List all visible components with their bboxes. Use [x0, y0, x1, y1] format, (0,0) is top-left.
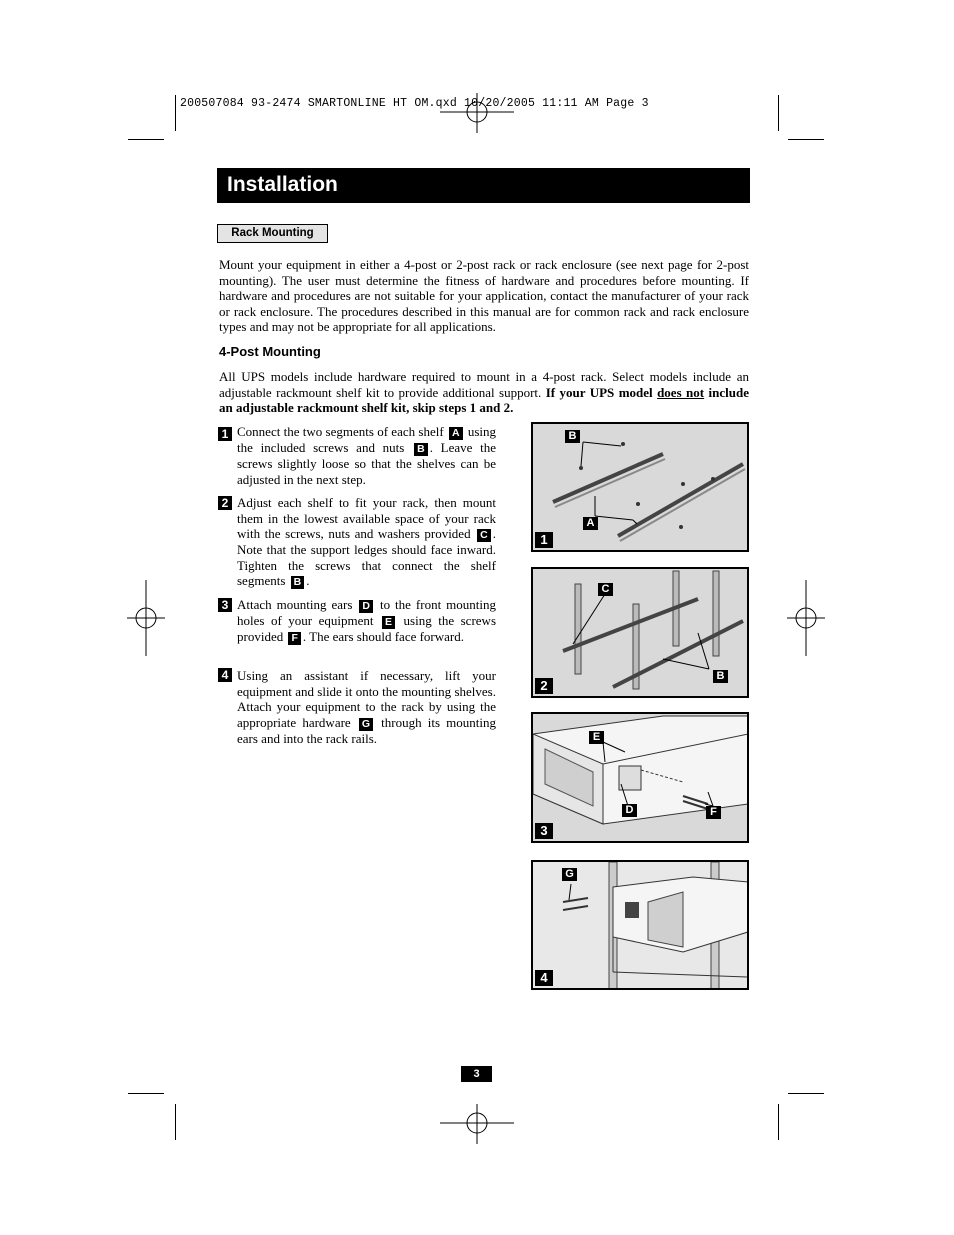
section-tab: Rack Mounting: [217, 224, 328, 243]
registration-mark-bottom: [440, 1104, 514, 1144]
page-title: Installation: [227, 173, 338, 196]
callout-label: C: [477, 529, 491, 542]
post4-underline: does not: [657, 384, 705, 400]
figure-3-illustration: [533, 714, 749, 843]
callout-label: F: [288, 632, 300, 645]
intro-paragraph: Mount your equipment in either a 4-post or 2-post rack or rack enclosure (see next page for 2-post mounting). The user must determine the fitness of hardware and procedures before mounting. If hardware and procedures are not suitable for your application, contact the manufacturer of your rack or rack enclosure. The procedures described in this manual are for common rack and rack enclosure types and may not be appropriate for all applications.: [219, 257, 749, 335]
callout-label: B: [414, 443, 428, 456]
figure-label: E: [589, 731, 604, 744]
callout-label: E: [382, 616, 395, 629]
step-number: 4: [218, 668, 232, 682]
figure-number: 1: [535, 532, 553, 548]
figure-2: [531, 567, 749, 698]
crop-mark: [128, 139, 164, 140]
figure-number: 4: [535, 970, 553, 986]
callout-label: G: [359, 718, 373, 731]
figure-label: G: [562, 868, 577, 881]
figure-label: D: [622, 804, 637, 817]
page-number: 3: [461, 1066, 492, 1082]
post4-bold2: include an adjustable rackmount shelf kit, skip steps 1 and 2.: [219, 384, 749, 416]
crop-mark: [778, 95, 779, 131]
figure-4-illustration: [533, 862, 749, 990]
figure-label: F: [706, 806, 721, 819]
crop-mark: [788, 139, 824, 140]
figure-3: [531, 712, 749, 843]
callout-label: A: [449, 427, 463, 440]
crop-mark: [128, 1093, 164, 1094]
figure-label: B: [713, 670, 728, 683]
step-number: 1: [218, 427, 232, 441]
figure-1-illustration: [533, 424, 749, 552]
registration-mark-right: [787, 580, 825, 656]
figure-4: [531, 860, 749, 990]
crop-mark: [788, 1093, 824, 1094]
callout-label: D: [359, 600, 373, 613]
post4-paragraph: [219, 369, 749, 416]
step-4-text: Using an assistant if necessary, lift your equipment and slide it onto the mounting shelves. Attach your equipment to the rack by using the appropriate hardware G through its mounting ears and into the rack rails.: [237, 668, 496, 746]
post4-text: All UPS models include hardware required to mount in a 4-post rack. Select models include an adjustable rackmount shelf kit to provide additional support.: [219, 369, 749, 400]
subheading: 4-Post Mounting: [219, 344, 321, 359]
crop-mark: [778, 1104, 779, 1140]
figure-number: 2: [535, 678, 553, 694]
step-number: 2: [218, 496, 232, 510]
callout-label: B: [291, 576, 305, 589]
figure-number: 3: [535, 823, 553, 839]
registration-mark-left: [127, 580, 165, 656]
figure-label: B: [565, 430, 580, 443]
section-header: [217, 168, 750, 203]
print-slug: 200507084 93-2474 SMARTONLINE HT OM.qxd 10/20/2005 11:11 AM Page 3: [180, 97, 649, 110]
step-2-text: Adjust each shelf to fit your rack, then mount them in the lowest available space of your rack with the screws, nuts and washers provided C . Note that the support ledges should face inward. Tighten the screws that connect the shelf segments B .: [237, 495, 496, 588]
step-1-text: Connect the two segments of each shelf A using the included screws and nuts B . Leave the screws slightly loose so that the shelves can be adjusted in the next step.: [237, 424, 497, 487]
step-number: 3: [218, 598, 232, 612]
figure-label: A: [583, 517, 598, 530]
figure-1: [531, 422, 749, 552]
crop-mark: [175, 1104, 176, 1140]
crop-mark: [175, 95, 176, 131]
post4-bold1: If your UPS model: [545, 384, 658, 400]
figure-label: C: [598, 583, 613, 596]
step-3-text: Attach mounting ears D to the front mounting holes of your equipment E using the screws provided F . The ears should face forward.: [237, 597, 497, 644]
